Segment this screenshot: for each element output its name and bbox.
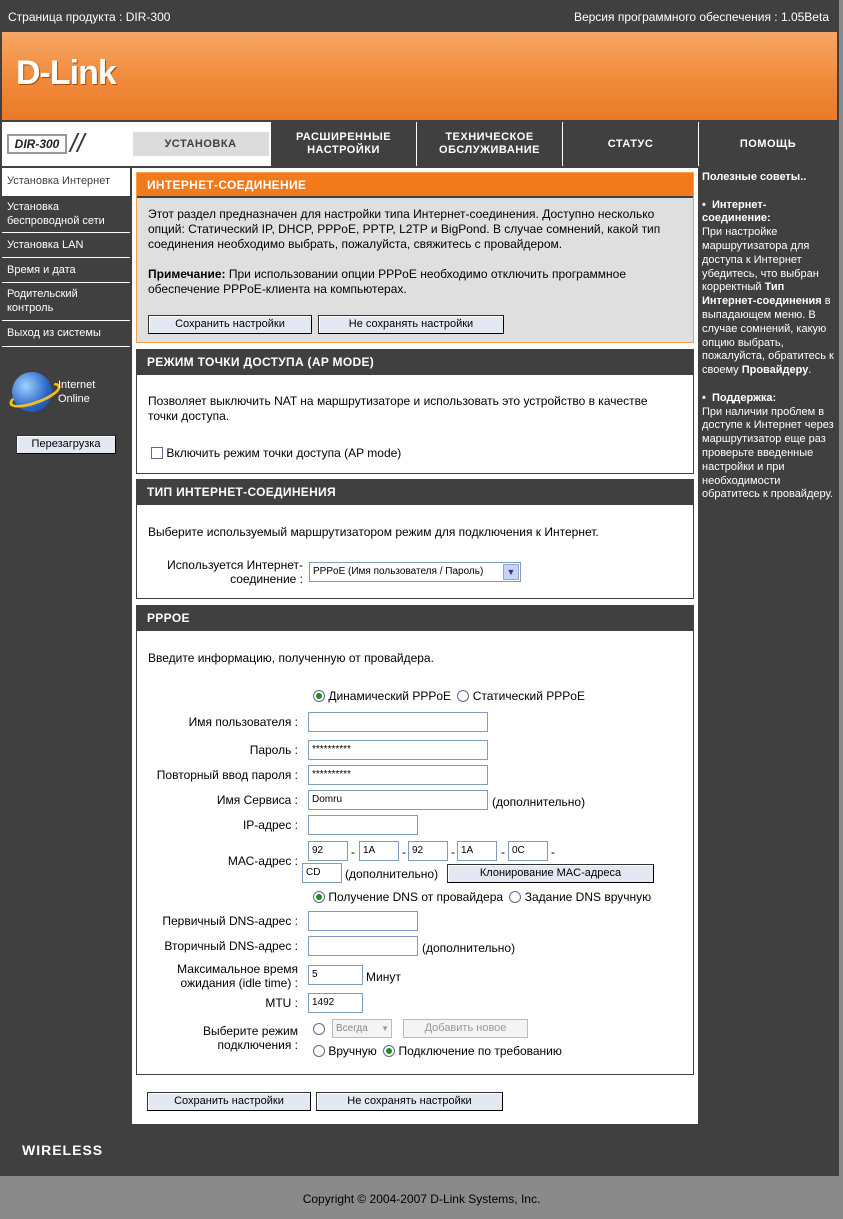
sidebar-item-lan-setup[interactable]: Установка LAN xyxy=(2,233,130,258)
service-optional-note: (дополнительно) xyxy=(492,795,586,809)
dns-from-isp-radio[interactable] xyxy=(313,891,325,903)
mac-optional-note: (дополнительно) xyxy=(345,867,439,881)
help-internet-title: Интернет-соединение: xyxy=(702,198,771,225)
section-title: РЕЖИМ ТОЧКИ ДОСТУПА (AP MODE) xyxy=(137,350,693,375)
static-pppoe-label: Статический PPPoE xyxy=(472,689,585,703)
service-name-label: Имя Сервиса : xyxy=(216,793,298,807)
internet-connection-section xyxy=(136,172,694,343)
mac-octet-4[interactable]: 1A xyxy=(457,841,497,861)
username-input[interactable] xyxy=(308,712,488,732)
mac-octet-3[interactable]: 92 xyxy=(408,841,448,861)
ip-address-label: IP-адрес : xyxy=(242,818,298,832)
dynamic-pppoe-label: Динамический PPPoE xyxy=(328,689,452,703)
add-new-button[interactable]: Добавить новое xyxy=(403,1019,528,1038)
sidebar-item-parental-control[interactable]: Родительский контроль xyxy=(2,283,130,321)
firmware-version: Версия программного обеспечения : 1.05Beta xyxy=(573,10,829,24)
ap-description: Позволяет выключить NAT на маршрутизаторе и использовать это устройство в качестве точки доступа. xyxy=(148,394,648,423)
dns-mode-radios xyxy=(313,890,651,904)
footer-bar xyxy=(2,1128,837,1174)
mac-octet-2[interactable]: 1A xyxy=(359,841,399,861)
sidebar-item-time-date[interactable]: Время и дата xyxy=(2,258,130,283)
tab-status[interactable]: СТАТУС xyxy=(562,122,698,166)
internet-note: Примечание: При использовании опции PPPoE необходимо отключить программное обеспечение PPPoE-клиента на компьютерах. xyxy=(148,267,626,296)
wireless-logo: WIRELESS xyxy=(22,1142,104,1158)
pppoe-mode-radios xyxy=(313,689,585,703)
help-internet-text-2: в выпадающем меню. В случае сомнений, какую опцию выбрать, пожалуйста, обратитесь к своему xyxy=(702,295,834,377)
always-on-radio[interactable] xyxy=(313,1023,325,1035)
sidebar-item-internet-setup[interactable]: Установка Интернет xyxy=(2,168,130,196)
help-internet-text: При настройке маршрутизатора для доступа к Интернет убедитесь, что выбран корректный xyxy=(702,226,819,294)
confirm-password-input[interactable]: ********** xyxy=(308,765,488,785)
status-line2: Online xyxy=(58,393,90,405)
tab-setup[interactable]: УСТАНОВКА xyxy=(130,122,270,166)
manual-label: Вручную xyxy=(328,1044,377,1058)
sidebar-item-logout[interactable]: Выход из системы xyxy=(2,321,130,347)
mac-octet-1[interactable]: 92 xyxy=(308,841,348,861)
help-title: Полезные советы.. xyxy=(702,171,807,183)
connection-mode-label: Выберите режим подключения : xyxy=(203,1024,298,1052)
confirm-password-label: Повторный ввод пароля : xyxy=(156,768,298,782)
sidebar-item-wireless-setup[interactable]: Установка беспроводной сети xyxy=(2,196,130,233)
mac-separator: - xyxy=(501,845,505,859)
help-panel: Полезные советы.. • Интернет-соединение: При настройке маршрутизатора для доступа к Интернет убедитесь, что выбран корректный Тип Интернет-соединения в выпадающем меню. В случае сомнений, какую опцию выбрать, пожалуйста, обратитесь к своему Провайдеру. • Поддержка: При наличии проблем в доступе к Интернет через маршрутизатор еще раз проверьте введенные настройки и при необходимости обратитесь к провайдеру. xyxy=(700,168,837,1124)
pppoe-description: Введите информацию, полученную от провайдера. xyxy=(148,651,434,665)
minutes-unit: Минут xyxy=(366,970,401,984)
password-label: Пароль : xyxy=(249,743,298,757)
clone-mac-button[interactable]: Клонирование MAC-адреса xyxy=(447,864,654,883)
dns-manual-radio[interactable] xyxy=(509,891,521,903)
section-title: ИНТЕРНЕТ-СОЕДИНЕНИЕ xyxy=(137,173,693,198)
password-input[interactable]: ********** xyxy=(308,740,488,760)
help-internet-type: Тип Интернет-соединения xyxy=(702,281,822,308)
dont-save-settings-button[interactable]: Не сохранять настройки xyxy=(318,315,504,334)
model-badge xyxy=(2,122,130,166)
username-label: Имя пользователя : xyxy=(188,715,298,729)
dns-from-isp-label: Получение DNS от провайдера xyxy=(328,890,504,904)
pppoe-section xyxy=(136,605,694,1075)
dns-manual-label: Задание DNS вручную xyxy=(524,890,652,904)
connection-type-section xyxy=(136,479,694,599)
top-bar xyxy=(0,0,839,32)
main-content xyxy=(132,168,698,1124)
on-demand-radio[interactable] xyxy=(383,1045,395,1057)
model-name: DIR-300 xyxy=(7,134,67,154)
help-support-text: При наличии проблем в доступе к Интернет через маршрутизатор еще раз проверьте введенные настройки и при необходимости обратитесь к провайдеру. xyxy=(702,405,834,501)
on-demand-label: Подключение по требованию xyxy=(398,1044,562,1058)
connection-type-description: Выберите используемый маршрутизатором режим для подключения к Интернет. xyxy=(148,525,599,539)
chevron-down-icon: ▼ xyxy=(381,1024,389,1033)
model-slashes: // xyxy=(70,128,85,158)
dlink-logo: D-Link xyxy=(16,54,116,92)
chevron-down-icon: ▼ xyxy=(503,564,519,580)
idle-time-label: Максимальное время ожидания (idle time) : xyxy=(177,962,298,990)
tab-advanced[interactable]: РАСШИРЕННЫЕ НАСТРОЙКИ xyxy=(270,122,416,166)
ap-mode-label: Включить режим точки доступа (AP mode) xyxy=(166,446,402,460)
service-name-input[interactable]: Domru xyxy=(308,790,488,810)
secondary-dns-input[interactable] xyxy=(308,936,418,956)
banner xyxy=(2,32,837,120)
ap-mode-option xyxy=(151,446,401,460)
connection-type-label: Используется Интернет-соединение : xyxy=(167,558,303,586)
copyright: Copyright © 2004-2007 D-Link Systems, Inc. xyxy=(302,1192,541,1206)
mac-address-label: МАС-адрес : xyxy=(227,854,298,868)
help-provider: Провайдеру xyxy=(741,364,809,377)
reboot-button[interactable]: Перезагрузка xyxy=(16,435,116,454)
internet-status xyxy=(8,370,128,420)
sidebar xyxy=(2,168,130,1124)
schedule-select[interactable]: Всегда ▼ xyxy=(332,1019,392,1038)
tab-help[interactable]: ПОМОЩЬ xyxy=(698,122,837,166)
product-page-label: Страница продукта : DIR-300 xyxy=(8,10,171,24)
section-title: PPPOE xyxy=(137,606,693,631)
help-support-title: Поддержка: xyxy=(711,391,777,404)
save-settings-button[interactable]: Сохранить настройки xyxy=(148,315,312,334)
mac-separator: - xyxy=(451,845,455,859)
connection-type-select[interactable]: PPPoE (Имя пользователя / Пароль) ▼ xyxy=(309,562,521,582)
tab-maintenance[interactable]: ТЕХНИЧЕСКОЕ ОБСЛУЖИВАНИЕ xyxy=(416,122,562,166)
primary-dns-label: Первичный DNS-адрес : xyxy=(162,914,298,928)
ap-mode-checkbox[interactable] xyxy=(151,447,163,459)
mac-separator: - xyxy=(551,845,555,859)
mac-octet-5[interactable]: 0C xyxy=(508,841,548,861)
dns2-optional-note: (дополнительно) xyxy=(422,941,516,955)
dont-save-settings-button-bottom[interactable]: Не сохранять настройки xyxy=(316,1092,503,1111)
connection-mode-radios xyxy=(313,1044,562,1058)
secondary-dns-label: Вторичный DNS-адрес : xyxy=(164,939,298,953)
section-title: ТИП ИНТЕРНЕТ-СОЕДИНЕНИЯ xyxy=(137,480,693,505)
mtu-label: MTU : xyxy=(265,996,298,1010)
dynamic-pppoe-radio[interactable] xyxy=(313,690,325,702)
ip-address-input[interactable] xyxy=(308,815,418,835)
internet-description: Этот раздел предназначен для настройки типа Интернет-соединения. Доступно несколько опций: Статический IP, DHCP, PPPoE, PPTP, L2TP и BigPond. В случае сомнений, какой тип соединения необходимо выбрать, пожалуйста, свяжитесь с провайдером. xyxy=(148,207,661,251)
primary-dns-input[interactable] xyxy=(308,911,418,931)
mtu-input[interactable]: 1492 xyxy=(308,993,363,1013)
status-line1: Internet xyxy=(58,379,96,391)
globe-icon xyxy=(12,372,52,412)
mac-separator: - xyxy=(402,845,406,859)
mac-separator: - xyxy=(351,845,355,859)
idle-time-input[interactable]: 5 xyxy=(308,965,363,985)
mac-octet-6[interactable]: CD xyxy=(302,863,342,883)
static-pppoe-radio[interactable] xyxy=(457,690,469,702)
manual-radio[interactable] xyxy=(313,1045,325,1057)
top-navigation xyxy=(0,122,839,166)
ap-mode-section xyxy=(136,349,694,474)
save-settings-button-bottom[interactable]: Сохранить настройки xyxy=(147,1092,311,1111)
